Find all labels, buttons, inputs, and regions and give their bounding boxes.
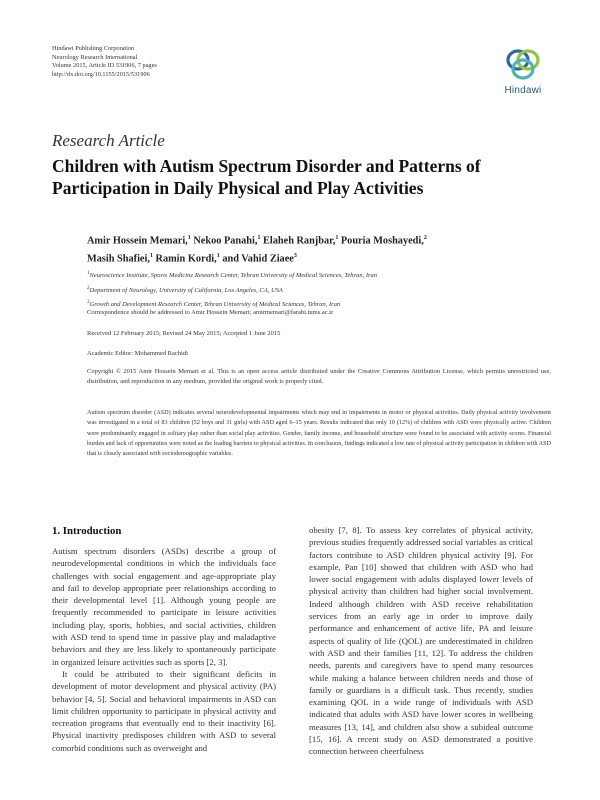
- hindawi-logo: [496, 47, 550, 103]
- journal-header: [52, 45, 157, 79]
- body-paragraph: obesity [7, 8]. To assess key correlates of physical activity, previous studies frequently addressed social variables as critical factors contribute to ASD children physical activity [9]. For example, Pan [10] showed that children with ASD who had lower social engagement with adults displayed lower levels of physical activity than children had higher social involvement. Indeed although children with ASD receive rehabilitation services from an early age in order to improve daily performance and enhancement of active life, PA and leisure aspects of quality of life (QOL) are underestimated in children with ASD and their families [11, 12]. To address the children needs, parents and caregivers have to spend many resources while making a balance between children needs and those of family or guardians is a difficult task. Thus recently, studies examining QOL in a wide range of individuals with ASD indicated that adults with ASD have lower scores in wellbeing measures [13, 14], and children also show a subideal outcome [15, 16]. A recent study on ASD demonstrated a positive connection between cheerfulness: [309, 525, 533, 757]
- author-name[interactable]: Masih Shafiei,: [87, 253, 150, 265]
- affiliation-text: Department of Neurology, University of California, Los Angeles, CA, USA: [89, 286, 283, 294]
- logo-wordmark: Hindawi: [504, 85, 542, 96]
- body-column-left: [52, 545, 276, 754]
- author-name[interactable]: Pouria Moshayedi,: [340, 235, 424, 247]
- body-column-right: [309, 524, 533, 758]
- affiliation-mark: 3: [87, 300, 90, 306]
- author-list: [87, 231, 547, 267]
- academic-editor: Academic Editor: Mohammed Rachidi: [87, 350, 188, 357]
- affiliation-text: Growth and Development Research Center, Tehran University of Medical Sciences, Tehran, Iran: [89, 301, 341, 309]
- article-type: Research Article: [52, 131, 165, 150]
- correspondence: Correspondence should be addressed to Amir Hossein Memari; amirmemari@farabi.tums.ac.ir: [87, 309, 334, 316]
- author-affil-mark: 2: [423, 235, 427, 241]
- article-dates: Received 12 February 2015; Revised 24 May 2015; Accepted 1 June 2015: [87, 330, 281, 337]
- copyright-notice: Copyright © 2015 Amir Hossein Memari et al. This is an open access article distributed under the Creative Commons Attribution License, which permits unrestricted use, distribution, and reproduction in any medium, provided the original work is properly cited.: [87, 368, 551, 385]
- author-name[interactable]: Ramin Kordi,: [155, 253, 217, 265]
- body-paragraph: Autism spectrum disorders (ASDs) describe a group of neurodevelopmental conditions in which the individuals face challenges with social engagement and age-appropriate play and fail to develop appropriate peer relationships according to their developmental level [1]. Although young people are frequently recommended to participate in leisure activities including play, sports, hobbies, and social activities, children with ASD tend to spend time in passive play and maladaptive behaviors and they are less likely to spontaneously participate in organized leisure activities such as sports [2, 3].: [52, 546, 276, 667]
- section-heading-introduction: 1. Introduction: [52, 525, 122, 537]
- affiliation-item: [87, 268, 557, 283]
- author-affil-mark: 1: [187, 235, 191, 241]
- author-line-2: [87, 249, 547, 267]
- author-name[interactable]: and Vahid Ziaee: [222, 253, 294, 265]
- author-name[interactable]: Elaheh Ranjbar,: [263, 235, 336, 247]
- affiliation-mark: 2: [87, 285, 90, 291]
- author-affil-mark: 3: [293, 252, 297, 259]
- author-affil-mark: 1: [257, 235, 261, 241]
- abstract: Autism spectrum disorder (ASD) indicates several neurodevelopmental impairments which may end in impairments in motor or physical activities. Daily physical activity involvement was investigated in a total of 83 children (52 boys and 31 girls) with ASD aged 6–15 years. Results indicated that only 10 (12%) of children with ASD were physically active. Children were predominantly engaged in solitary play rather than social play activities. Gender, family income, and household structure were found to be associated with activity scores. Financial burden and lack of opportunities were noted as the leading barriers to physical activities. In conclusion, findings indicated a low rate of physical activity participation in children with ASD that is closely associated with sociodemographic variables.: [87, 409, 551, 458]
- author-name[interactable]: Nekoo Panahi,: [193, 235, 258, 247]
- hindawi-logo-icon: [503, 47, 543, 83]
- affiliation-item: [87, 283, 557, 298]
- journal-name: Neurology Research International: [52, 53, 138, 61]
- author-line-1: [87, 231, 547, 249]
- author-name[interactable]: Amir Hossein Memari,: [87, 235, 188, 247]
- author-affil-mark: 1: [149, 252, 153, 259]
- author-affil-mark: 1: [335, 235, 339, 241]
- doi-link[interactable]: http://dx.doi.org/10.1155/2015/531906: [52, 70, 150, 78]
- affiliation-list: [87, 268, 557, 312]
- body-paragraph: It could be attributed to their significant deficits in development of motor development and physical activity (PA) behavior [4, 5]. Social and behavioral impairments in ASD can limit children opportunity to participate in physical activity and recreation programs that eventually end to their inactivity [6]. Physical inactivity predisposes children with ASD to several comorbid conditions such as overweight and: [52, 668, 276, 753]
- author-affil-mark: 1: [216, 252, 220, 259]
- affiliation-mark: 1: [87, 271, 90, 276]
- volume-info: Volume 2015, Article ID 531906, 7 pages: [52, 62, 157, 70]
- affiliation-text: Neuroscience Institute, Sports Medicine Research Center, Tehran University of Medical Sciences, Tehran, Iran: [89, 272, 378, 280]
- article-title: Children with Autism Spectrum Disorder and Patterns of Participation in Daily Physical and Play Activities: [52, 156, 481, 198]
- publisher-name: Hindawi Publishing Corporation: [52, 45, 135, 52]
